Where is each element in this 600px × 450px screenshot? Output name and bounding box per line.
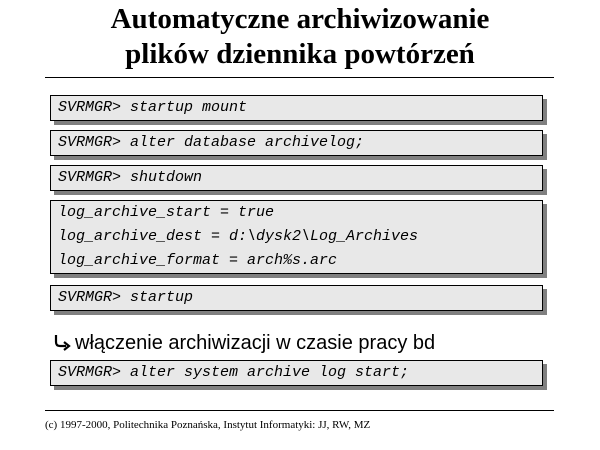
bullet-item: [53, 330, 435, 356]
command-line: SVRMGR> alter database archivelog;: [58, 134, 365, 151]
bullet-text: włączenie archiwizacji w czasie pracy bd: [75, 332, 436, 354]
parameter-line-archive-format: log_archive_format = arch%s.arc: [58, 252, 338, 269]
bottom-divider: [45, 410, 554, 411]
parameter-box: [50, 200, 543, 274]
command-box-archive-log-start: [50, 360, 543, 386]
command-box-shutdown: [50, 165, 543, 191]
parameter-line-archive-dest: log_archive_dest = d:\dysk2\Log_Archives: [58, 228, 419, 245]
title-line-1: Automatyczne archiwizowanie: [110, 3, 490, 35]
curved-arrow-right-icon: [53, 330, 75, 356]
command-line: SVRMGR> alter system archive log start;: [58, 364, 410, 381]
slide-title: [0, 2, 600, 72]
command-line: SVRMGR> startup: [58, 289, 194, 306]
title-line-2: plików dziennika powtórzeń: [125, 38, 475, 70]
command-line: SVRMGR> startup mount: [58, 99, 248, 116]
command-line: SVRMGR> shutdown: [58, 169, 203, 186]
top-divider: [45, 77, 554, 78]
command-box-startup: [50, 285, 543, 311]
command-box-startup-mount: [50, 95, 543, 121]
footer-copyright: (c) 1997-2000, Politechnika Poznańska, Instytut Informatyki: JJ, RW, MZ: [45, 419, 371, 431]
command-box-archivelog: [50, 130, 543, 156]
parameter-line-archive-start: log_archive_start = true: [58, 204, 275, 221]
